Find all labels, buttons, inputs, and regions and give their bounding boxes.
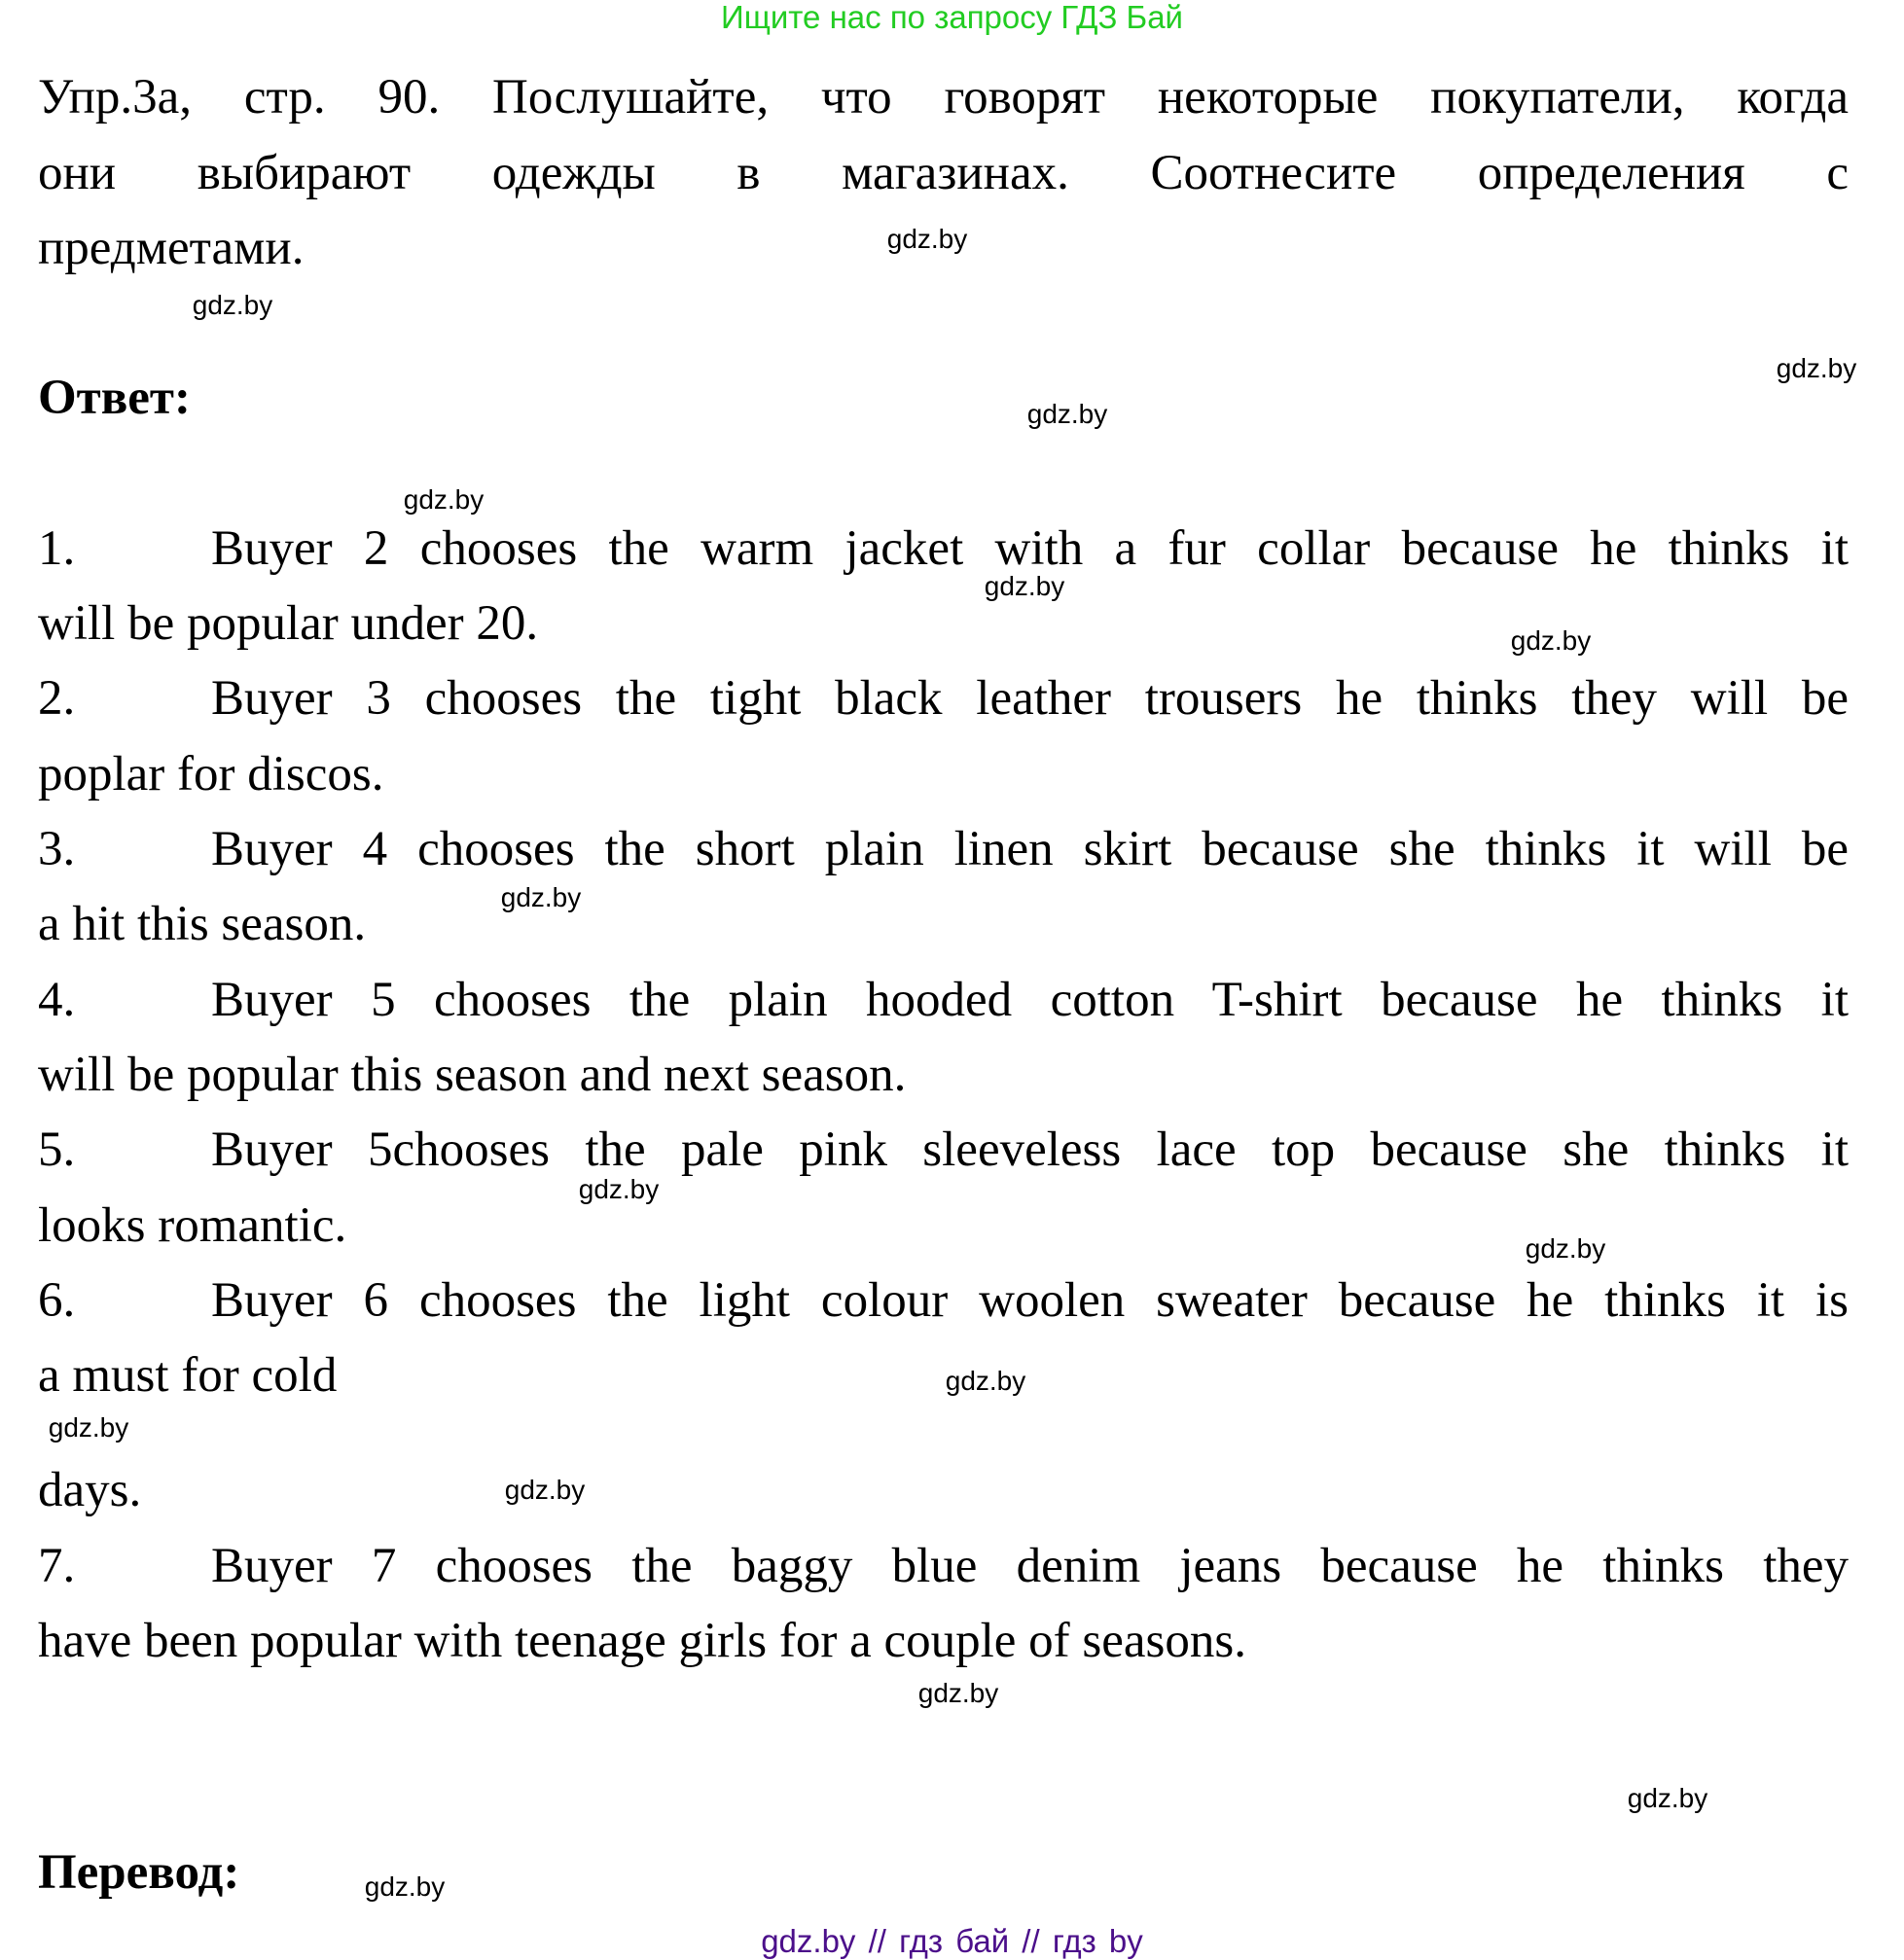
translation-heading: Перевод:: [38, 1845, 240, 1900]
answer-item-line: [38, 1537, 1849, 1595]
answer-item-line: [38, 1046, 1849, 1104]
watermark-text: gdz.by: [364, 1871, 446, 1902]
answer-item-line: [38, 745, 1849, 803]
watermark-text: gdz.by: [984, 571, 1065, 601]
search-banner: Ищите нас по запросу ГДЗ Бай: [721, 0, 1183, 35]
answer-number: 5.: [38, 1123, 76, 1177]
answer-text: poplar for discos.: [38, 747, 384, 802]
answer-text: days.: [38, 1463, 142, 1517]
watermark-text: gdz.by: [504, 1475, 586, 1505]
watermark-text: gdz.by: [886, 224, 968, 254]
answer-item-line: [38, 895, 1849, 953]
watermark-text: gdz.by: [500, 882, 582, 912]
answer-text: will be popular this season and next season.: [38, 1048, 907, 1102]
answer-text: Buyer 3 chooses the tight black leather trousers he thinks they will be: [211, 671, 1849, 726]
answer-text: Buyer 5 chooses the plain hooded cotton T-shirt because he thinks it: [211, 973, 1849, 1027]
answer-number: 1.: [38, 521, 76, 576]
answer-text: Buyer 5chooses the pale pink sleeveless lace top because she thinks it: [211, 1123, 1849, 1177]
answer-text: Buyer 7 chooses the baggy blue denim jeans because he thinks they: [211, 1539, 1849, 1593]
watermark-text: gdz.by: [1525, 1233, 1606, 1264]
answer-number: 7.: [38, 1539, 76, 1593]
answer-number: 4.: [38, 973, 76, 1027]
watermark-text: gdz.by: [917, 1678, 999, 1708]
answer-item-line: [38, 519, 1849, 578]
watermark-text: gdz.by: [945, 1366, 1026, 1396]
answer-item-line: [38, 669, 1849, 728]
answer-text: will be popular under 20.: [38, 596, 539, 651]
answer-text: Buyer 2 chooses the warm jacket with a fur collar because he thinks it: [211, 521, 1849, 576]
answer-text: a hit this season.: [38, 897, 367, 951]
watermark-text: gdz.by: [578, 1174, 660, 1204]
answer-item-line: [38, 1346, 1849, 1405]
task-line-3: предметами.: [38, 221, 305, 275]
answer-text: Buyer 4 chooses the short plain linen skirt because she thinks it will be: [211, 822, 1849, 876]
footer-links: gdz.by // гдз бай // гдз by: [761, 1923, 1143, 1959]
watermark-text: gdz.by: [1026, 399, 1108, 429]
answer-number: 3.: [38, 822, 76, 876]
watermark-text: gdz.by: [1776, 353, 1857, 383]
task-line-1: Упр.3а, стр. 90. Послушайте, что говорят некоторые покупатели, когда: [38, 70, 1849, 125]
answer-item-line: [38, 1461, 1849, 1519]
answer-text: a must for cold: [38, 1348, 338, 1403]
answer-item-line: [38, 820, 1849, 878]
answer-text: looks romantic.: [38, 1198, 347, 1253]
answer-number: 2.: [38, 671, 76, 726]
watermark-text: gdz.by: [192, 290, 273, 320]
answer-text: have been popular with teenage girls for a couple of seasons.: [38, 1614, 1246, 1668]
answer-item-line: [38, 1121, 1849, 1179]
watermark-text: gdz.by: [403, 484, 485, 515]
answer-item-line: [38, 1271, 1849, 1330]
watermark-text: gdz.by: [48, 1412, 129, 1443]
answer-heading: Ответ:: [38, 371, 191, 425]
answer-text: Buyer 6 chooses the light colour woolen sweater because he thinks it is: [211, 1273, 1849, 1328]
answer-item-line: [38, 971, 1849, 1029]
watermark-text: gdz.by: [1627, 1783, 1708, 1813]
answer-item-line: [38, 1612, 1849, 1670]
watermark-text: gdz.by: [1510, 625, 1592, 656]
answer-number: 6.: [38, 1273, 76, 1328]
task-line-2: они выбирают одежды в магазинах. Соотнесите определения с: [38, 146, 1849, 200]
